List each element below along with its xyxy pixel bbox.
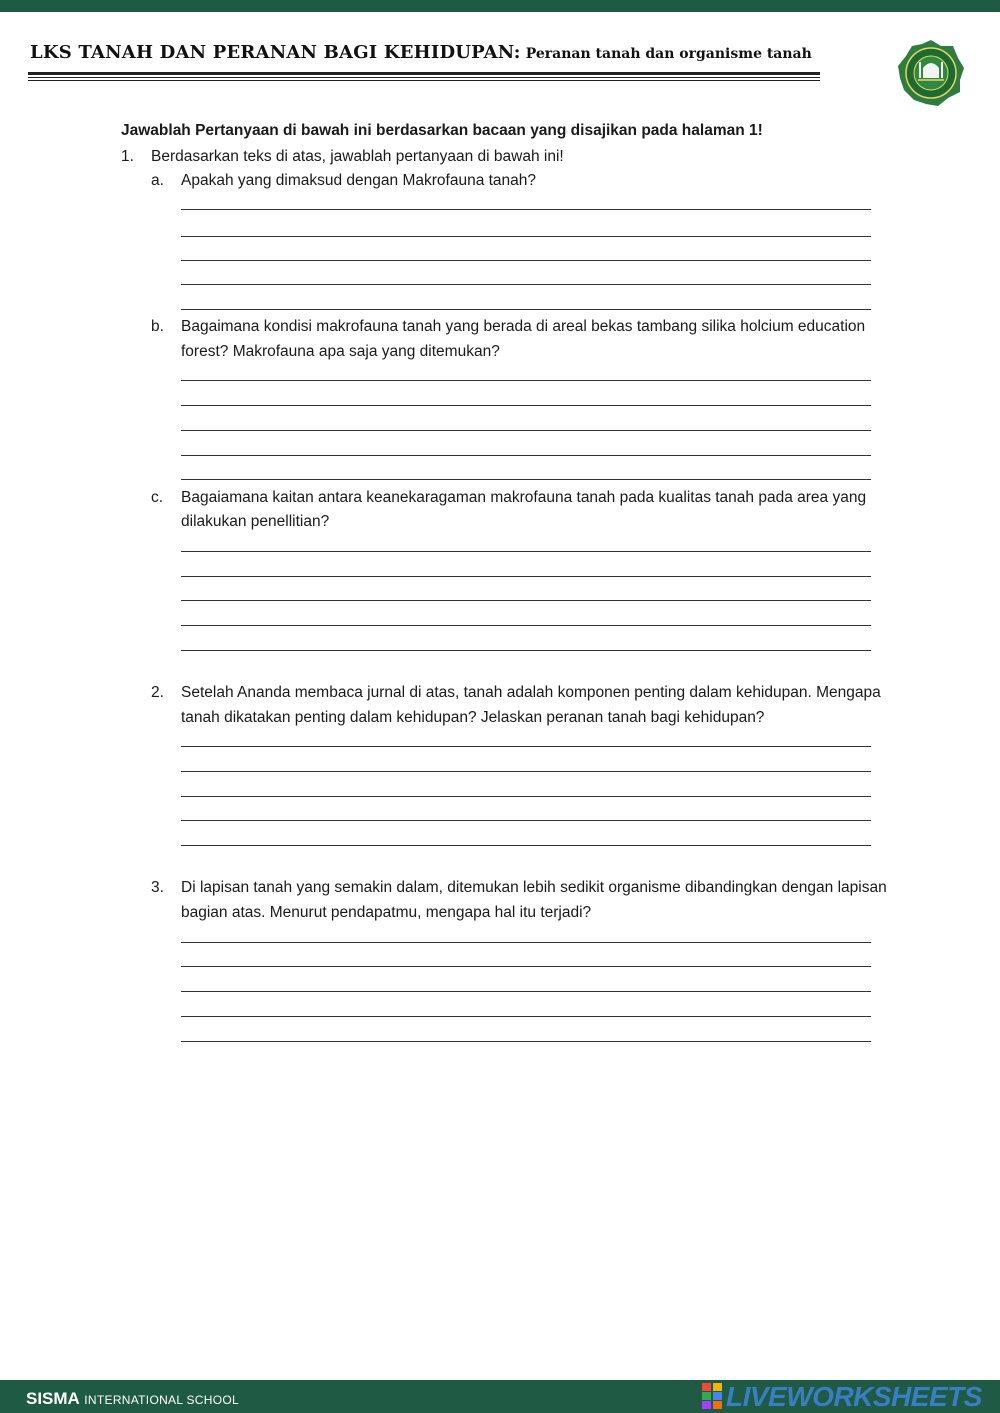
answer-line-1a[interactable] [181, 236, 871, 237]
instruction-text: Jawablah Pertanyaan di bawah ini berdasarkan bacaan yang disajikan pada halaman 1! [121, 122, 763, 139]
question-1b-text-line2: forest? Makrofauna apa saja yang ditemukan? [181, 343, 500, 360]
school-name-bold: SISMA [26, 1389, 80, 1408]
school-name [26, 1389, 239, 1409]
answer-line-1b[interactable] [181, 479, 871, 480]
answer-line-1b[interactable] [181, 455, 871, 456]
answer-line-2[interactable] [181, 820, 871, 821]
school-emblem-icon [896, 38, 966, 108]
question-1c-text-line2: dilakukan penellitian? [181, 513, 330, 530]
liveworksheets-blocks-icon [702, 1383, 722, 1409]
title-underline [28, 77, 820, 78]
answer-line-3[interactable] [181, 966, 871, 967]
question-1-text: Berdasarkan teks di atas, jawablah pertanyaan di bawah ini! [151, 148, 564, 165]
liveworksheets-logo[interactable]: LIVEWORKSHEETS [726, 1381, 982, 1412]
question-2-number: 2. [151, 684, 164, 701]
answer-line-3[interactable] [181, 942, 871, 943]
answer-line-3[interactable] [181, 1016, 871, 1017]
question-3-text-line1: Di lapisan tanah yang semakin dalam, ditemukan lebih sedikit organisme dibandingkan dengan lapisan [181, 879, 887, 896]
question-2-text-line1: Setelah Ananda membaca jurnal di atas, tanah adalah komponen penting dalam kehidupan. Mengapa [181, 684, 881, 701]
answer-line-1c[interactable] [181, 600, 871, 601]
answer-line-1a[interactable] [181, 284, 871, 285]
answer-line-2[interactable] [181, 746, 871, 747]
question-1a-label: a. [151, 172, 164, 189]
question-1c-text-line1: Bagaiamana kaitan antara keanekaragaman makrofauna tanah pada kualitas tanah pada area yang [181, 489, 867, 506]
question-1a-text: Apakah yang dimaksud dengan Makrofauna tanah? [181, 172, 537, 189]
answer-line-2[interactable] [181, 796, 871, 797]
school-name-rest: INTERNATIONAL SCHOOL [84, 1393, 239, 1407]
question-1c-label: c. [151, 489, 164, 506]
top-green-bar [0, 0, 1000, 12]
answer-line-2[interactable] [181, 771, 871, 772]
answer-line-3[interactable] [181, 1041, 871, 1042]
question-3-number: 3. [151, 879, 164, 896]
answer-line-1a[interactable] [181, 309, 871, 310]
title-underline [28, 80, 820, 81]
worksheet-title [30, 42, 890, 63]
answer-line-1c[interactable] [181, 551, 871, 552]
title-main: LKS TANAH DAN PERANAN BAGI KEHIDUPAN: [30, 42, 521, 63]
answer-line-2[interactable] [181, 845, 871, 846]
answer-line-1c[interactable] [181, 625, 871, 626]
answer-line-1b[interactable] [181, 430, 871, 431]
answer-line-1c[interactable] [181, 576, 871, 577]
question-1b-label: b. [151, 318, 164, 335]
answer-line-1b[interactable] [181, 405, 871, 406]
answer-line-3[interactable] [181, 991, 871, 992]
title-underline [28, 72, 820, 75]
title-sub: Peranan tanah dan organisme tanah [525, 46, 812, 62]
question-1-number: 1. [121, 148, 134, 165]
answer-line-1a[interactable] [181, 260, 871, 261]
answer-line-1c[interactable] [181, 650, 871, 651]
question-1b-text-line1: Bagaimana kondisi makrofauna tanah yang berada di areal bekas tambang silika holcium education [181, 318, 866, 335]
answer-line-1b[interactable] [181, 380, 871, 381]
question-3-text-line2: bagian atas. Menurut pendapatmu, mengapa hal itu terjadi? [181, 904, 592, 921]
answer-line-1a[interactable] [181, 209, 871, 210]
question-2-text-line2: tanah dikatakan penting dalam kehidupan? Jelaskan peranan tanah bagi kehidupan? [181, 709, 765, 726]
